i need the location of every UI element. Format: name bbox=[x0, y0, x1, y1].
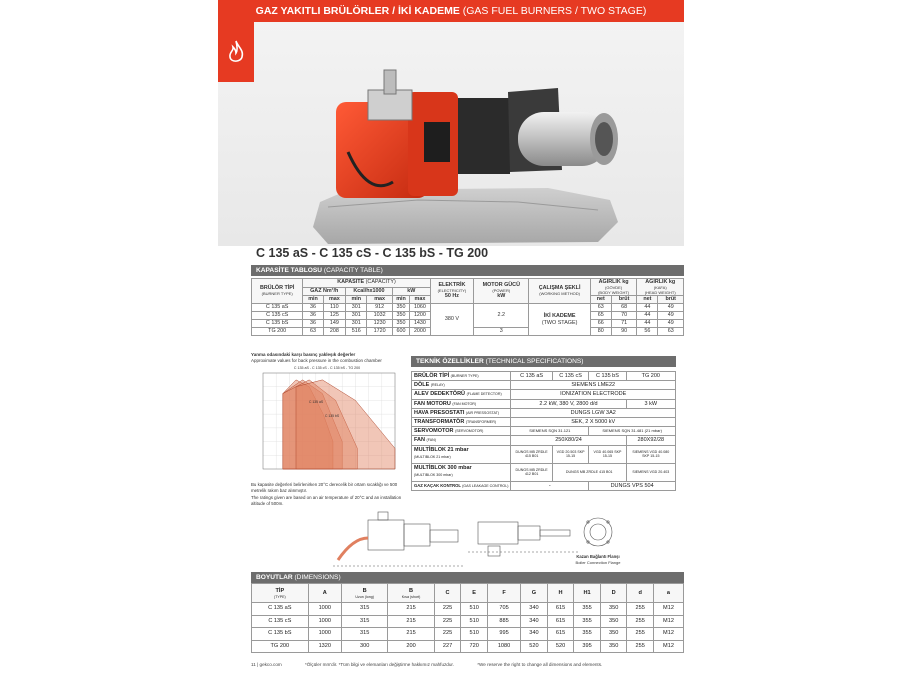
cell-w2-net: 56 bbox=[637, 328, 658, 336]
cell-dimension: 227 bbox=[434, 640, 461, 653]
dims-col-header bbox=[574, 584, 601, 603]
model-title: C 135 aS - C 135 cS - C 135 bS - TG 200 bbox=[256, 246, 489, 260]
col-electricity: ELEKTRİK bbox=[438, 281, 466, 288]
cell-w2-net: 44 bbox=[637, 320, 658, 328]
cell-type: C 135 cS bbox=[252, 312, 303, 320]
dims-header-row bbox=[252, 584, 684, 603]
spec-section-title-en: (TECHNICAL SPECIFICATIONS) bbox=[485, 358, 584, 365]
dims-col-label: H bbox=[558, 589, 563, 596]
cell-dimension: 720 bbox=[461, 640, 488, 653]
cell-kcal-max: 1230 bbox=[367, 320, 392, 328]
cell-w1-net: 65 bbox=[590, 312, 611, 320]
flange-label: Kazan Bağlantı Flanşı bbox=[576, 554, 620, 559]
dims-col-label: a bbox=[666, 589, 671, 596]
col-gas-max: max bbox=[323, 296, 345, 304]
cell-w2-brut: 63 bbox=[658, 328, 684, 336]
spec-value: VGD 20.503 SKP 15-15 bbox=[552, 445, 588, 463]
cell-kw-min: 600 bbox=[392, 328, 409, 336]
side-view-drawing bbox=[333, 512, 463, 566]
col-weight-head-en: (HEAD WEIGHT) bbox=[644, 289, 676, 295]
cell-dimension: 225 bbox=[434, 603, 461, 616]
cell-dimension: 215 bbox=[388, 628, 434, 641]
dims-col-header bbox=[487, 584, 520, 603]
cell-dimension: 705 bbox=[487, 603, 520, 616]
spec-value: SIEMENS SQN 31.121 bbox=[511, 427, 589, 436]
col-w2-net: net bbox=[637, 296, 658, 304]
col-w2-brut: brüt bbox=[658, 296, 684, 304]
cell-w2-net: 44 bbox=[637, 312, 658, 320]
chart-svg bbox=[251, 363, 403, 479]
header-title: GAZ YAKITLI BRÜLÖRLER / İKİ KADEME bbox=[255, 5, 460, 17]
cell-dimension: 355 bbox=[574, 615, 601, 628]
dims-section-title-en: (DIMENSIONS) bbox=[294, 574, 341, 581]
cell-type: C 135 bS bbox=[252, 320, 303, 328]
capacity-table bbox=[251, 278, 684, 336]
cell-kw-min: 350 bbox=[392, 320, 409, 328]
spec-value: DUNGS MB ZRDLE 412 B01 bbox=[511, 463, 552, 481]
spec-value: - bbox=[511, 481, 589, 490]
chart-tag-b: C 135 bS bbox=[325, 414, 340, 418]
spec-value: TG 200 bbox=[626, 372, 675, 381]
col-gas: GAZ Nm³/h bbox=[303, 287, 346, 296]
table-row bbox=[252, 640, 684, 653]
dims-col-header bbox=[341, 584, 387, 603]
dims-col-header bbox=[434, 584, 461, 603]
cell-kcal-max: 1032 bbox=[367, 312, 392, 320]
col-weight-body-en: (BODY WEIGHT) bbox=[598, 289, 630, 295]
cell-kw-max: 1200 bbox=[410, 312, 431, 320]
cell-w1-net: 63 bbox=[590, 304, 611, 312]
spec-value: C 135 aS bbox=[511, 372, 552, 381]
col-motor-en: (POWER) bbox=[492, 287, 511, 293]
cell-kcal-min: 301 bbox=[346, 320, 367, 328]
capacity-section-title-en: (CAPACITY TABLE) bbox=[323, 267, 383, 274]
cell-gas-min: 36 bbox=[303, 312, 323, 320]
spec-value: SEK, 2 X 5000 kV bbox=[511, 418, 676, 427]
col-weight-body-sub: (GÖVDE) bbox=[605, 285, 623, 290]
cell-dimension: 340 bbox=[521, 628, 548, 641]
dims-col-sublabel: (TYPE) bbox=[273, 594, 286, 599]
spec-row bbox=[412, 418, 676, 427]
spec-key: ALEV DEDEKTÖRÜ bbox=[414, 391, 466, 398]
spec-key-en: (MULTIBLOK 300 mbar) bbox=[414, 473, 453, 478]
note-en: The ratings given are based on an air temperature of 20°C and an installation altitude of 500m. bbox=[251, 495, 402, 506]
cell-dimension: 1000 bbox=[308, 615, 341, 628]
spec-key-en: (MULTIBLOK 21 mbar) bbox=[414, 455, 451, 460]
spec-value: DUNGS VPS 504 bbox=[589, 481, 676, 490]
cell-w2-brut: 49 bbox=[658, 312, 684, 320]
header-bar bbox=[218, 0, 684, 22]
spec-value: 3 kW bbox=[626, 399, 675, 408]
col-w1-net: net bbox=[590, 296, 611, 304]
spec-value: DUNGS LGW 3A2 bbox=[511, 408, 676, 417]
col-type: BRÜLÖR TİPİ bbox=[259, 285, 295, 292]
col-kw-max: max bbox=[410, 296, 431, 304]
col-kcal-max: max bbox=[367, 296, 392, 304]
spec-row bbox=[412, 381, 676, 390]
cell-kw-min: 350 bbox=[392, 312, 409, 320]
dims-col-sublabel: Uzun (long) bbox=[355, 594, 374, 599]
cell-dimension: 255 bbox=[627, 603, 654, 616]
dims-col-sublabel: Kısa (short) bbox=[401, 594, 421, 599]
cell-dimension: 615 bbox=[547, 603, 574, 616]
cell-dimension: 1080 bbox=[487, 640, 520, 653]
cell-dimension: 1000 bbox=[308, 603, 341, 616]
col-kw: kW bbox=[392, 287, 430, 296]
cell-kcal-min: 301 bbox=[346, 304, 367, 312]
cell-dimension: M12 bbox=[653, 640, 683, 653]
dims-col-header bbox=[627, 584, 654, 603]
cell-w1-brut: 68 bbox=[611, 304, 637, 312]
brochure-page bbox=[218, 0, 684, 675]
dims-col-label: E bbox=[472, 589, 476, 596]
spec-key: DÖLE bbox=[414, 382, 430, 389]
spec-key: MULTİBLOK 300 mbar bbox=[414, 465, 472, 472]
dims-col-label: A bbox=[322, 589, 327, 596]
capacity-section-header bbox=[251, 265, 684, 276]
cell-gas-min: 36 bbox=[303, 320, 323, 328]
dims-col-label: F bbox=[502, 589, 506, 596]
spec-key-en: (TRANSFORMER) bbox=[465, 420, 496, 425]
table-row bbox=[252, 603, 684, 616]
cell-w1-brut: 71 bbox=[611, 320, 637, 328]
cell-working-en: (TWO STAGE) bbox=[541, 319, 578, 326]
cell-dimension: 340 bbox=[521, 603, 548, 616]
cell-gas-max: 125 bbox=[323, 312, 345, 320]
cell-kw-max: 2000 bbox=[410, 328, 431, 336]
cell-dimension: 1320 bbox=[308, 640, 341, 653]
cell-dimension: 885 bbox=[487, 615, 520, 628]
spec-row bbox=[412, 436, 676, 445]
spec-value: 250X80/24 bbox=[511, 436, 626, 445]
col-weight-head: AĞIRLIK kg bbox=[645, 279, 676, 285]
dims-col-header bbox=[252, 584, 309, 603]
cell-dimension: 510 bbox=[461, 603, 488, 616]
cell-dimension: 510 bbox=[461, 628, 488, 641]
dims-col-label: C bbox=[445, 589, 450, 596]
cell-type: C 135 aS bbox=[252, 603, 309, 616]
spec-key: TRANSFORMATÖR bbox=[414, 419, 465, 426]
spec-row bbox=[412, 390, 676, 399]
spec-value: SIEMENS VGD 20.403 bbox=[626, 463, 675, 481]
dims-col-label: H1 bbox=[583, 589, 591, 596]
spec-value: 280X92/28 bbox=[626, 436, 675, 445]
cell-dimension: 1000 bbox=[308, 628, 341, 641]
footer-note-tr: *Ölçüler mm'dir. *Tüm bilgi ve elemanları değiştirme hakkımız mahfuzdur. bbox=[305, 662, 454, 667]
cell-dimension: 520 bbox=[547, 640, 574, 653]
spec-row bbox=[412, 427, 676, 436]
spec-value: VGD 40.065 SKP 15-15 bbox=[589, 445, 626, 463]
col-type-en: (BURNER TYPE) bbox=[261, 291, 293, 297]
dims-col-label: TİP bbox=[275, 587, 285, 594]
table-row bbox=[252, 615, 684, 628]
spec-key-en: (SERVOMOTOR) bbox=[455, 429, 484, 434]
cell-kcal-max: 1720 bbox=[367, 328, 392, 336]
dims-col-header bbox=[521, 584, 548, 603]
footer bbox=[251, 662, 684, 667]
cell-dimension: 255 bbox=[627, 640, 654, 653]
spec-value: SIEMENS LME22 bbox=[511, 381, 676, 390]
cell-w1-brut: 70 bbox=[611, 312, 637, 320]
cell-dimension: M12 bbox=[653, 615, 683, 628]
chart-tag-a: C 135 aS bbox=[309, 400, 324, 404]
cell-dimension: 215 bbox=[388, 603, 434, 616]
col-kw-min: min bbox=[392, 296, 409, 304]
spec-value: C 135 bS bbox=[589, 372, 626, 381]
col-gas-min: min bbox=[303, 296, 323, 304]
cell-dimension: 315 bbox=[341, 603, 387, 616]
spec-section-header bbox=[411, 356, 676, 367]
spec-row bbox=[412, 481, 676, 490]
spec-row bbox=[412, 445, 676, 463]
cell-gas-max: 110 bbox=[323, 304, 345, 312]
spec-key: HAVA PRESOSTATI bbox=[414, 409, 465, 416]
dims-col-header bbox=[308, 584, 341, 603]
graph-note-en: Approximate values for back pressure in the combustion chamber bbox=[251, 357, 382, 363]
spec-value: 2.2 kW, 380 V, 2800 d/d bbox=[511, 399, 626, 408]
cell-dimension: 615 bbox=[547, 615, 574, 628]
spec-table bbox=[411, 371, 676, 491]
cell-motor-b: 3 bbox=[474, 328, 529, 336]
col-working: ÇALIŞMA ŞEKLİ bbox=[538, 285, 581, 292]
top-view-drawing bbox=[468, 522, 578, 556]
cell-dimension: 395 bbox=[574, 640, 601, 653]
spec-value: SIEMENS VGD 40.080 SKP 15-15 bbox=[626, 445, 675, 463]
cell-kcal-min: 301 bbox=[346, 312, 367, 320]
cell-dimension: 225 bbox=[434, 628, 461, 641]
spec-row bbox=[412, 372, 676, 381]
cell-w2-net: 44 bbox=[637, 304, 658, 312]
spec-value: DUNGS MB ZRDLE 415 B01 bbox=[552, 463, 626, 481]
cell-motor-a: 2.2 bbox=[474, 304, 529, 328]
spec-row bbox=[412, 463, 676, 481]
flange-label-en: Boiler Connection Flange bbox=[575, 560, 621, 565]
dims-section-header bbox=[251, 572, 684, 583]
dims-col-label: G bbox=[531, 589, 537, 596]
cell-dimension: 200 bbox=[388, 640, 434, 653]
cell-dimension: 340 bbox=[521, 615, 548, 628]
spec-value: C 135 cS bbox=[552, 372, 588, 381]
cell-dimension: 510 bbox=[461, 615, 488, 628]
dims-col-label: d bbox=[638, 589, 642, 596]
graph-note bbox=[251, 352, 382, 363]
cell-dimension: 355 bbox=[574, 628, 601, 641]
cell-dimension: 300 bbox=[341, 640, 387, 653]
cell-kcal-max: 912 bbox=[367, 304, 392, 312]
cell-dimension: 350 bbox=[600, 615, 627, 628]
col-electricity-en: (ELECTRICITY) bbox=[437, 287, 467, 293]
cell-w1-brut: 90 bbox=[611, 328, 637, 336]
flange-drawing bbox=[584, 518, 612, 546]
spec-key: FAN bbox=[414, 437, 425, 444]
header-title-en: (GAS FUEL BURNERS / TWO STAGE) bbox=[462, 5, 647, 17]
dims-col-label: D bbox=[611, 589, 616, 596]
dims-col-header bbox=[653, 584, 683, 603]
cell-gas-max: 149 bbox=[323, 320, 345, 328]
col-capacity: KAPASİTE bbox=[337, 279, 365, 286]
cell-dimension: 255 bbox=[627, 615, 654, 628]
cell-kw-max: 1430 bbox=[410, 320, 431, 328]
dims-col-header bbox=[388, 584, 434, 603]
col-kcal: Kcal/hx1000 bbox=[346, 287, 393, 296]
spec-key-en: (BURNER TYPE) bbox=[450, 374, 479, 378]
col-kcal-min: min bbox=[346, 296, 367, 304]
spec-key-en: (AIR PRESSOSTAT) bbox=[465, 410, 499, 415]
capacity-notes bbox=[251, 482, 406, 506]
cell-type: C 135 cS bbox=[252, 615, 309, 628]
spec-row bbox=[412, 399, 676, 408]
graph-note-tr: Yanma odasındaki karşı basınç yakleşık değerler bbox=[251, 352, 356, 357]
spec-value: DUNGS MB ZRDLE 415 B01 bbox=[511, 445, 552, 463]
col-weight-body: AĞIRLIK kg bbox=[598, 279, 629, 285]
cell-kcal-min: 516 bbox=[346, 328, 367, 336]
technical-drawings bbox=[218, 508, 684, 572]
table-row bbox=[252, 628, 684, 641]
cell-dimension: 350 bbox=[600, 640, 627, 653]
cell-gas-min: 63 bbox=[303, 328, 323, 336]
col-capacity-en: (CAPACITY) bbox=[365, 279, 396, 286]
cell-dimension: 215 bbox=[388, 615, 434, 628]
spec-key-en: (FLAME DETECTOR) bbox=[466, 392, 502, 397]
spec-key: SERVOMOTOR bbox=[414, 428, 454, 435]
spec-key: MULTİBLOK 21 mbar bbox=[414, 447, 469, 454]
spec-section-title: TEKNİK ÖZELLİKLER bbox=[416, 358, 484, 365]
dims-col-header bbox=[600, 584, 627, 603]
chart-area-series bbox=[296, 380, 395, 469]
burner-photo bbox=[218, 22, 684, 246]
spec-key-en: (GAS LEAKAGE CONTROL) bbox=[462, 483, 509, 488]
back-pressure-chart bbox=[251, 363, 403, 479]
col-working-en: (WORKING METHOD) bbox=[539, 291, 580, 297]
cell-gas-max: 208 bbox=[323, 328, 345, 336]
spec-key-en: (FAN) bbox=[426, 438, 436, 443]
footer-note-en: *We reserve the right to change all dimensions and elements. bbox=[477, 662, 603, 667]
cell-w1-net: 80 bbox=[590, 328, 611, 336]
dims-col-header bbox=[461, 584, 488, 603]
cell-dimension: M12 bbox=[653, 603, 683, 616]
note-tr: Bu kapasite değerleri belirlenirken 20°C derecelik bir ortam sıcaklığı ve 500 metrelik rakım baz alınmıştır. bbox=[251, 482, 398, 493]
cell-w2-brut: 49 bbox=[658, 304, 684, 312]
cell-dimension: 355 bbox=[574, 603, 601, 616]
spec-row bbox=[412, 408, 676, 417]
cell-type: C 135 aS bbox=[252, 304, 303, 312]
footer-page: 11 | gekco.com bbox=[251, 662, 282, 667]
spec-value: SIEMENS SQN 31.481 (21 mbar) bbox=[589, 427, 676, 436]
spec-key-en: (RELAY) bbox=[430, 383, 445, 388]
cell-w2-brut: 49 bbox=[658, 320, 684, 328]
cell-dimension: 315 bbox=[341, 628, 387, 641]
cell-kw-max: 1060 bbox=[410, 304, 431, 312]
cell-w1-net: 66 bbox=[590, 320, 611, 328]
cell-type: C 135 bS bbox=[252, 628, 309, 641]
cell-electricity: 380 V bbox=[430, 304, 473, 336]
cell-dimension: 255 bbox=[627, 628, 654, 641]
dims-col-label: B bbox=[362, 587, 367, 594]
chart-legend: C 135 aS - C 135 cS - C 135 bS - TG 200 bbox=[293, 366, 361, 370]
cell-dimension: 615 bbox=[547, 628, 574, 641]
dimensions-table bbox=[251, 583, 684, 653]
dims-section-title: BOYUTLAR bbox=[256, 574, 293, 581]
cell-dimension: M12 bbox=[653, 628, 683, 641]
cell-gas-min: 36 bbox=[303, 304, 323, 312]
cell-dimension: 225 bbox=[434, 615, 461, 628]
cell-kw-min: 350 bbox=[392, 304, 409, 312]
spec-key-en: (FAN MOTOR) bbox=[452, 401, 477, 406]
cell-dimension: 350 bbox=[600, 628, 627, 641]
cell-dimension: 315 bbox=[341, 615, 387, 628]
col-motor: MOTOR GÜCÜ bbox=[482, 281, 520, 288]
flame-icon bbox=[218, 22, 254, 82]
cell-type: TG 200 bbox=[252, 640, 309, 653]
cell-working: İKİ KADEME bbox=[543, 312, 576, 319]
cell-type: TG 200 bbox=[252, 328, 303, 336]
col-motor-unit: kW bbox=[497, 293, 506, 300]
spec-key: BRÜLÖR TİPİ bbox=[414, 373, 450, 379]
col-weight-head-sub: (KAFA) bbox=[653, 285, 667, 290]
cell-dimension: 995 bbox=[487, 628, 520, 641]
capacity-section-title: KAPASİTE TABLOSU bbox=[256, 267, 323, 274]
spec-key: FAN MOTORU bbox=[414, 400, 451, 407]
dims-col-header bbox=[547, 584, 574, 603]
col-electricity-hz: 50 Hz bbox=[444, 293, 459, 300]
spec-value: IONIZATION ELECTRODE bbox=[511, 390, 676, 399]
table-row bbox=[252, 304, 684, 312]
spec-key: GAZ KAÇAK KONTROL bbox=[414, 482, 461, 488]
col-w1-brut: brüt bbox=[611, 296, 637, 304]
cell-dimension: 520 bbox=[521, 640, 548, 653]
cell-dimension: 350 bbox=[600, 603, 627, 616]
dims-col-label: B bbox=[409, 587, 414, 594]
